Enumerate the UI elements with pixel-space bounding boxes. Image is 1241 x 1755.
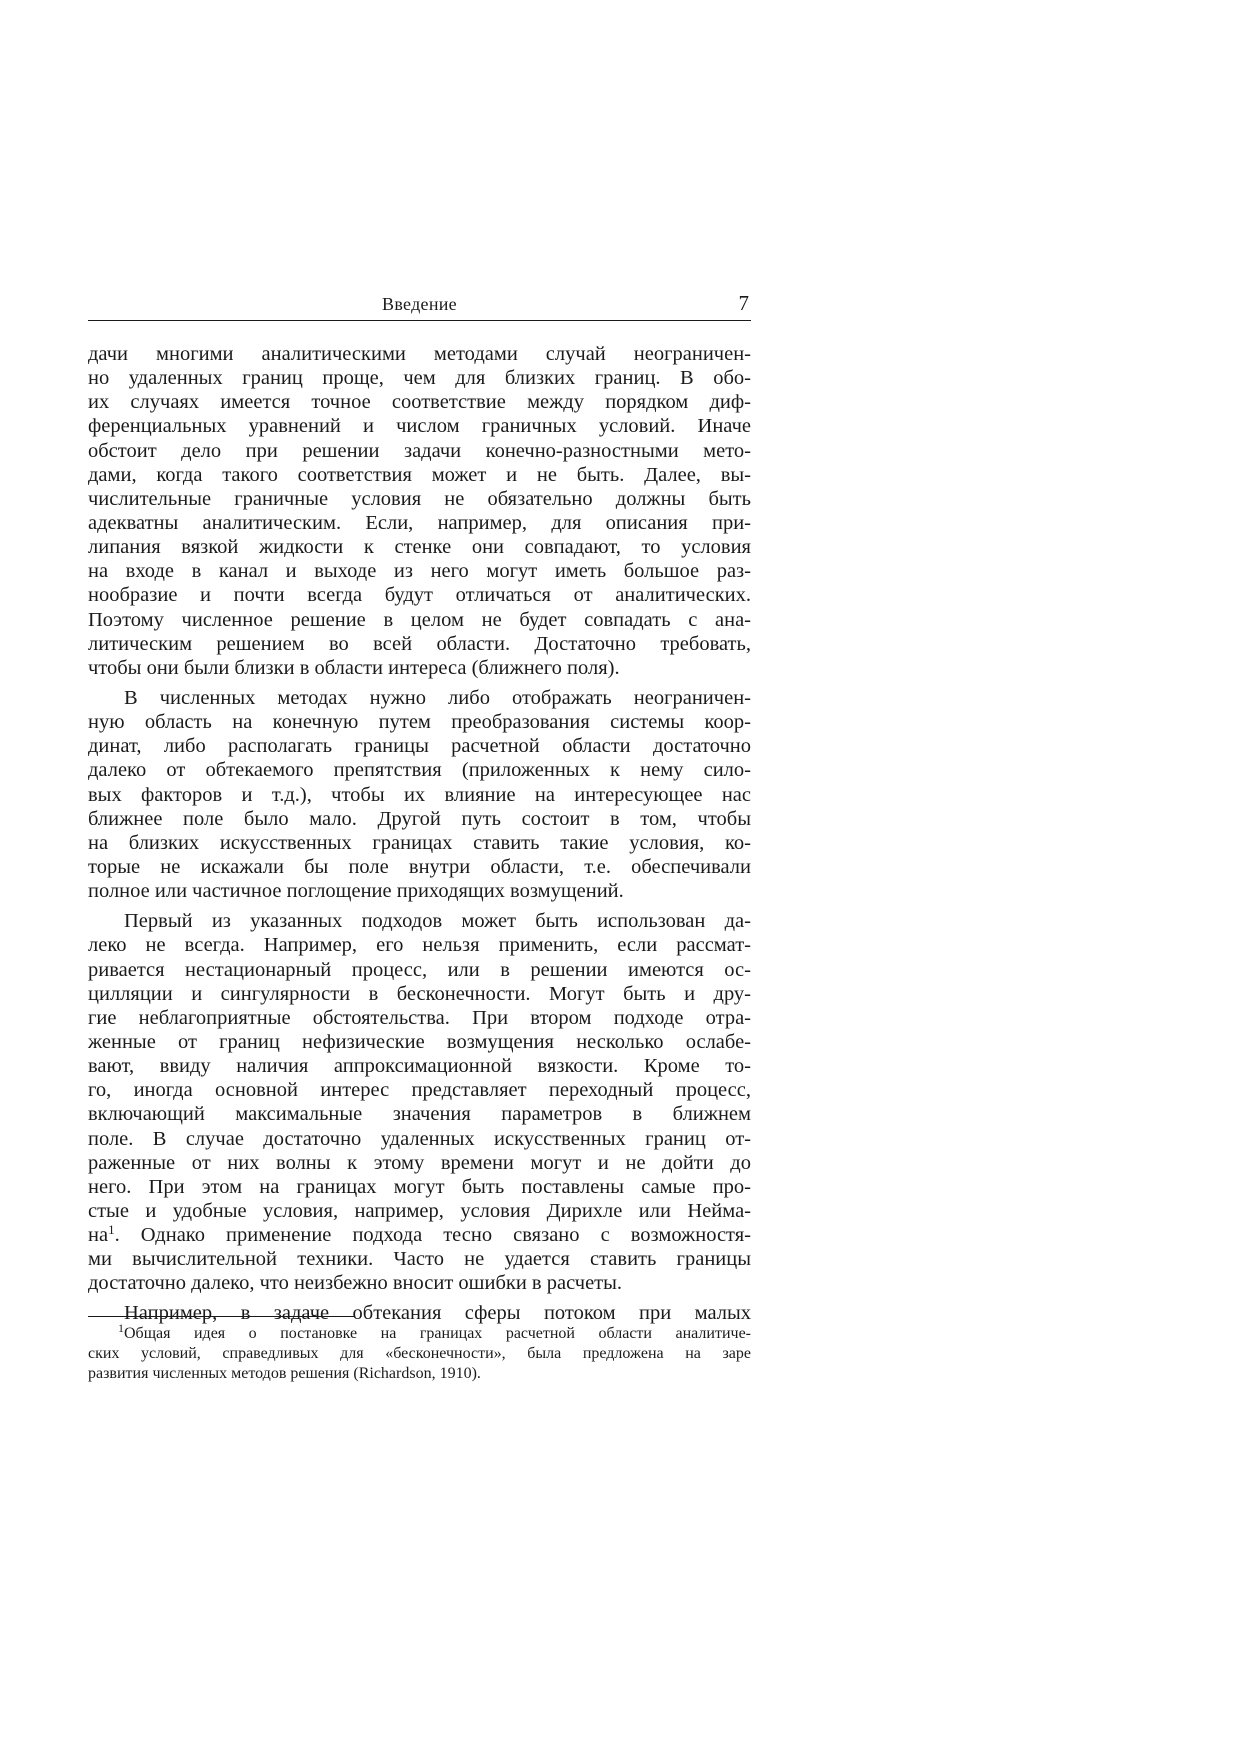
text-line: стые и удобные условия, например, условия Дирихле или Нейма- bbox=[88, 1199, 751, 1222]
text-line: го, иногда основной интерес представляет переходный процесс, bbox=[88, 1079, 751, 1102]
footnote-line bbox=[88, 1321, 751, 1344]
text-line: на входе в канал и выходе из него могут иметь большое раз- bbox=[88, 560, 751, 583]
text-line: Первый из указанных подходов может быть использован да- bbox=[124, 910, 751, 933]
text-line: дачи многими аналитическими методами случай неограничен- bbox=[88, 343, 751, 365]
footnote-line: развития численных методов решения (Richardson, 1910). bbox=[88, 1365, 481, 1382]
text-line: раженные от них волны к этому времени могут и не дойти до bbox=[88, 1151, 751, 1174]
text-line: него. При этом на границах могут быть поставлены самые про- bbox=[88, 1175, 751, 1198]
text-line: торые не искажали бы поле внутри области, т.е. обеспечивали bbox=[88, 855, 751, 878]
paragraph bbox=[88, 1301, 751, 1325]
text-line: гие неблагоприятные обстоятельства. При втором подходе отра- bbox=[88, 1006, 751, 1029]
text-line: достаточно далеко, что неизбежно вносит ошибки в расчеты. bbox=[88, 1272, 623, 1295]
text-line-with-footnote-ref bbox=[88, 1223, 751, 1247]
text-line: но удаленных границ проще, чем для близких границ. В обо- bbox=[88, 367, 751, 390]
text-line: их случаях имеется точное соответствие между порядком диф- bbox=[88, 391, 751, 414]
text-line: числительные граничные условия не обязательно должны быть bbox=[88, 487, 751, 510]
text-line: на близких искусственных границах ставить такие условия, ко- bbox=[88, 831, 751, 854]
text-line: цилляции и сингулярности в бесконечности. Могут быть и дру- bbox=[88, 982, 751, 1005]
text-line: динат, либо располагать границы расчетной области достаточно bbox=[88, 735, 751, 758]
text-line: чтобы они были близки в области интереса (ближнего поля). bbox=[88, 656, 620, 679]
text-line: вых факторов и т.д.), чтобы их влияние на интересующее нас bbox=[88, 783, 751, 806]
text-line: литическим решением во всей области. Достаточно требовать, bbox=[88, 632, 751, 655]
text-line: леко не всегда. Например, его нельзя применить, если рассмат- bbox=[88, 934, 751, 957]
text-line: ференциальных уравнений и числом граничных условий. Иначе bbox=[88, 415, 751, 438]
text-line: В численных методах нужно либо отображать неограничен- bbox=[124, 686, 751, 709]
text-fragment: на bbox=[88, 1224, 109, 1247]
page-number: 7 bbox=[738, 291, 749, 315]
text-line: адекватны аналитическим. Если, например, для описания при- bbox=[88, 511, 751, 534]
text-line: полное или частичное поглощение приходящих возмущений. bbox=[88, 880, 624, 903]
text-line: включающий максимальные значения параметров в ближнем bbox=[88, 1103, 751, 1126]
text-line: женные от границ нефизические возмущения несколько ослабе- bbox=[88, 1030, 751, 1053]
body-text bbox=[88, 342, 751, 1326]
footnote-reference[interactable]: 1 bbox=[108, 1222, 115, 1238]
paragraph bbox=[88, 686, 751, 903]
running-title: Введение bbox=[382, 294, 457, 314]
paragraph bbox=[88, 909, 751, 1295]
text-line: поле. В случае достаточно удаленных искусственных границ от- bbox=[88, 1127, 751, 1150]
text-line: Поэтому численное решение в целом не будет совпадать с ана- bbox=[88, 608, 751, 631]
footnote-divider bbox=[88, 1316, 354, 1317]
page-header bbox=[88, 290, 751, 321]
text-line: ривается нестационарный процесс, или в решении имеются ос- bbox=[88, 958, 751, 981]
paragraph bbox=[88, 342, 751, 680]
text-line: ближнее поле было мало. Другой путь состоит в том, чтобы bbox=[88, 807, 751, 830]
text-line: Например, в задаче обтекания сферы потоком при малых bbox=[124, 1302, 751, 1325]
footnote-mark: 1 bbox=[118, 1321, 124, 1335]
text-line: вают, ввиду наличия аппроксимационной вязкости. Кроме то- bbox=[88, 1055, 751, 1078]
footnote-line: ских условий, справедливых для «бесконечности», была предложена на заре bbox=[88, 1345, 751, 1362]
text-fragment: . Однако применение подхода тесно связано с возможностя- bbox=[114, 1224, 751, 1247]
footnote-text: Общая идея о постановке на границах расчетной области аналитиче- bbox=[124, 1325, 751, 1342]
text-line: ную область на конечную путем преобразования системы коор- bbox=[88, 711, 751, 734]
footnote bbox=[88, 1321, 751, 1384]
text-line: липания вязкой жидкости к стенке они совпадают, то условия bbox=[88, 536, 751, 559]
text-line: далеко от обтекаемого препятствия (приложенных к нему сило- bbox=[88, 759, 751, 782]
text-line: обстоит дело при решении задачи конечно-разностными мето- bbox=[88, 439, 751, 462]
text-line: ми вычислительной техники. Часто не удается ставить границы bbox=[88, 1248, 751, 1271]
text-line: дами, когда такого соответствия может и не быть. Далее, вы- bbox=[88, 463, 751, 486]
text-line: нообразие и почти всегда будут отличаться от аналитических. bbox=[88, 584, 751, 607]
